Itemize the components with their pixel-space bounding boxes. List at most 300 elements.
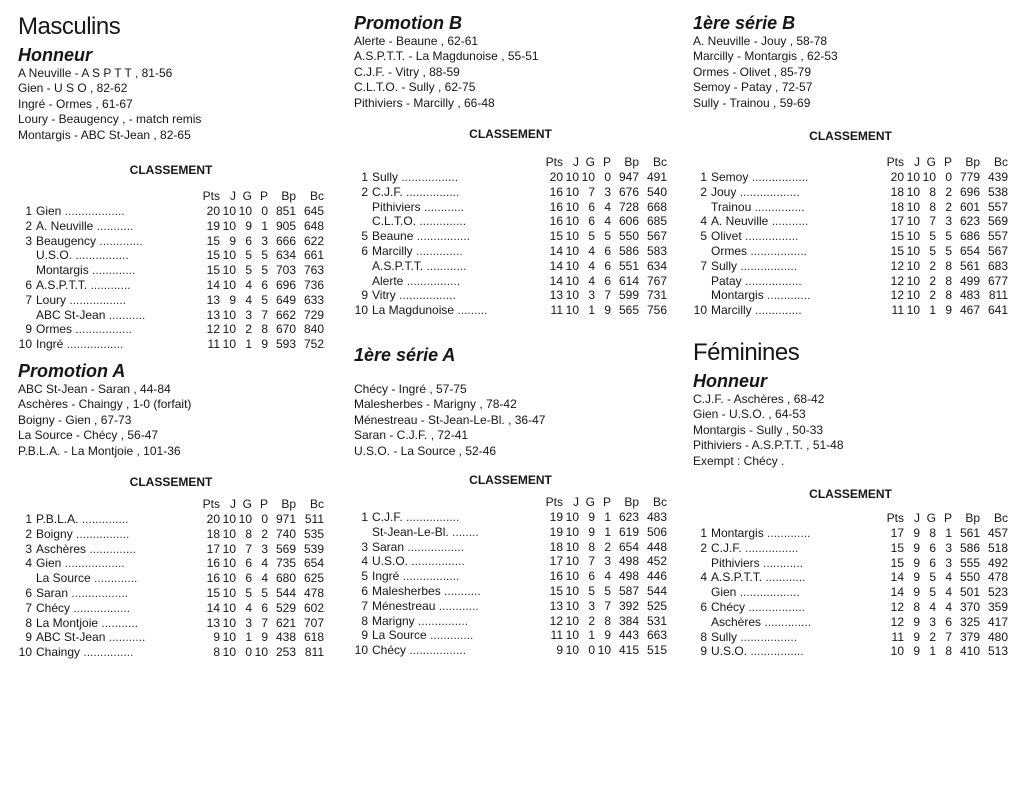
bp-cell: 851	[275, 204, 296, 219]
team-cell	[36, 278, 196, 293]
j-cell: 9	[913, 629, 920, 644]
team-name: Marcilly	[711, 303, 752, 318]
table-row	[18, 278, 324, 293]
standings-table	[693, 510, 1008, 659]
g-cell: 4	[245, 600, 252, 615]
bp-cell: 670	[275, 322, 296, 337]
column-header: Bp	[624, 495, 639, 510]
table-row	[354, 540, 667, 555]
j-cell: 10	[222, 307, 236, 322]
j-cell: 10	[222, 556, 236, 571]
leader-dots: .................	[72, 322, 133, 337]
leader-dots: ................	[413, 229, 471, 244]
rank-cell: 1	[700, 170, 707, 185]
g-cell: 7	[929, 214, 936, 229]
bp-cell: 971	[275, 512, 296, 527]
column-header: G	[585, 155, 595, 170]
column-header: Pts	[545, 155, 563, 170]
bc-cell: 645	[303, 204, 324, 219]
leader-dots: ..................	[61, 556, 125, 571]
rank-cell: 3	[25, 541, 32, 556]
leader-dots: ................	[72, 248, 129, 263]
j-cell: 10	[222, 512, 236, 527]
team-cell	[372, 614, 539, 629]
p-cell: 5	[604, 584, 611, 599]
column-header: G	[242, 497, 252, 512]
p-cell: 6	[604, 244, 611, 259]
team-cell	[36, 630, 196, 645]
g-cell: 2	[929, 273, 936, 288]
column-header: G	[926, 155, 936, 170]
column-header: Bp	[965, 155, 980, 170]
table-row	[18, 571, 324, 586]
j-cell: 10	[565, 273, 579, 288]
column-header: Pts	[886, 511, 904, 526]
team-name: Beaugency	[36, 233, 97, 248]
result-line: Malesherbes - Marigny , 78-42	[354, 397, 517, 412]
p-cell: 3	[945, 214, 952, 229]
result-line: P.B.L.A. - La Montjoie , 101-36	[18, 443, 181, 458]
table-row	[18, 219, 324, 234]
column-header: P	[602, 495, 611, 510]
g-cell: 3	[588, 598, 595, 613]
j-cell: 10	[906, 229, 920, 244]
result-line: A.S.P.T.T. - La Magdunoise , 55-51	[354, 49, 539, 64]
masculins-heading: Masculins	[18, 13, 121, 40]
result-line: Pithiviers - Marcilly , 66-48	[354, 95, 495, 110]
bc-cell: 439	[987, 170, 1008, 185]
table-row	[354, 599, 667, 614]
g-cell: 5	[245, 263, 252, 278]
column-header: Bc	[652, 495, 667, 510]
header-spacer	[18, 188, 36, 204]
p-cell: 2	[261, 526, 268, 541]
table-row	[18, 293, 324, 308]
result-line: Montargis - ABC St-Jean , 82-65	[18, 127, 191, 142]
bp-cell: 649	[275, 292, 296, 307]
rank-cell: 1	[25, 512, 32, 527]
result-line: Gien - U.S.O. , 64-53	[693, 407, 806, 422]
p-cell: 3	[945, 540, 952, 555]
result-line: Chécy - Ingré , 57-75	[354, 382, 467, 396]
pts-cell: 15	[890, 540, 904, 555]
rank-cell: 5	[361, 569, 368, 584]
pts-cell: 20	[549, 170, 563, 185]
team-cell	[372, 540, 539, 555]
bp-cell: 728	[618, 199, 639, 214]
section-masc-promotion-a	[18, 360, 324, 660]
table-row	[693, 541, 1008, 556]
bp-cell: 703	[275, 263, 296, 278]
result-line: Ménestreau - St-Jean-Le-Bl. , 36-47	[354, 412, 546, 427]
pts-cell: 13	[206, 615, 220, 630]
leader-dots: ............	[87, 278, 131, 293]
j-cell: 9	[229, 292, 236, 307]
table-row	[693, 185, 1008, 200]
pts-cell: 8	[213, 645, 220, 660]
team-name: U.S.O.	[372, 554, 409, 569]
pts-cell: 12	[890, 288, 904, 303]
rank-cell: 4	[361, 554, 368, 569]
p-cell: 4	[261, 556, 268, 571]
g-cell: 7	[245, 541, 252, 556]
leader-dots: ...........	[105, 630, 146, 645]
rank-cell: 6	[700, 600, 707, 615]
team-cell	[36, 337, 196, 352]
rank-cell: 10	[693, 303, 707, 318]
result-line: Boigny - Gien , 67-73	[18, 412, 132, 427]
team-cell	[372, 200, 539, 215]
bc-cell: 523	[987, 585, 1008, 600]
result-line: Marcilly - Montargis , 62-53	[693, 49, 838, 64]
j-cell: 10	[222, 337, 236, 352]
g-cell: 8	[929, 526, 936, 541]
bp-cell: 443	[618, 628, 639, 643]
team-cell	[372, 584, 539, 599]
team-cell	[711, 585, 880, 600]
table-row	[693, 303, 1008, 318]
g-cell: 6	[245, 571, 252, 586]
pts-cell: 18	[890, 199, 904, 214]
bp-cell: 550	[959, 570, 980, 585]
j-cell: 10	[906, 214, 920, 229]
rank-cell	[693, 244, 711, 259]
bc-cell: 602	[303, 600, 324, 615]
rank-cell	[693, 556, 711, 571]
leader-dots: .................	[404, 539, 465, 554]
bc-cell: 448	[646, 539, 667, 554]
leader-dots: ................	[403, 273, 461, 288]
column-header: Pts	[545, 495, 563, 510]
table-header-row	[18, 188, 324, 204]
g-cell: 4	[588, 244, 595, 259]
team-cell	[36, 512, 196, 527]
j-cell: 10	[222, 541, 236, 556]
team-cell	[36, 601, 196, 616]
p-cell: 1	[604, 524, 611, 539]
leader-dots: .............	[88, 263, 136, 278]
team-name: C.L.T.O.	[372, 214, 417, 229]
bc-cell: 511	[304, 512, 324, 527]
column-2	[354, 12, 667, 658]
bp-cell: 438	[275, 630, 296, 645]
rank-cell: 9	[700, 644, 707, 659]
j-cell: 10	[906, 303, 920, 318]
table-row	[354, 259, 667, 274]
leader-dots: ..............	[416, 214, 467, 229]
team-name: U.S.O.	[36, 248, 73, 263]
team-cell	[711, 288, 880, 303]
division-title: Promotion B	[354, 13, 462, 33]
rank-cell: 10	[18, 337, 32, 352]
result-line: Aschères - Chaingy , 1-0 (forfait)	[18, 397, 192, 412]
p-cell: 4	[945, 570, 952, 585]
pts-cell: 11	[207, 337, 220, 352]
team-name: Gien	[36, 556, 62, 571]
bc-cell: 359	[987, 600, 1008, 615]
bp-cell: 947	[618, 170, 639, 185]
p-cell: 4	[604, 199, 611, 214]
pts-cell: 13	[549, 598, 563, 613]
g-cell: 1	[588, 303, 595, 318]
p-cell: 0	[604, 170, 611, 185]
table-row	[354, 628, 667, 643]
g-cell: 1	[929, 644, 936, 659]
pts-cell: 18	[206, 526, 220, 541]
rank-cell: 6	[361, 244, 368, 259]
pts-cell: 14	[549, 258, 563, 273]
team-cell	[372, 510, 539, 525]
bc-cell: 544	[646, 584, 667, 599]
team-name: St-Jean-Le-Bl.	[372, 524, 449, 539]
team-name: Ingré	[372, 569, 400, 584]
pts-cell: 20	[206, 512, 220, 527]
j-cell: 10	[222, 571, 236, 586]
pts-cell: 12	[206, 322, 220, 337]
p-cell: 8	[945, 273, 952, 288]
result-line: Montargis - Sully , 50-33	[693, 422, 824, 437]
g-cell: 4	[588, 273, 595, 288]
rank-cell	[18, 571, 36, 586]
header-spacer	[36, 496, 196, 512]
standings-table	[354, 154, 667, 318]
rank-cell: 10	[354, 643, 368, 658]
pts-cell: 15	[890, 244, 904, 259]
j-cell: 10	[565, 258, 579, 273]
team-cell	[711, 600, 880, 615]
rank-cell: 2	[25, 218, 32, 233]
pts-cell: 14	[206, 600, 220, 615]
g-cell: 5	[245, 586, 252, 601]
leader-dots: .............	[90, 571, 138, 586]
j-cell: 10	[565, 229, 579, 244]
p-cell: 9	[261, 337, 268, 352]
p-cell: 4	[604, 569, 611, 584]
result-line: C.J.F. - Aschères , 68-42	[693, 392, 825, 406]
g-cell: 9	[588, 510, 595, 525]
g-cell: 10	[238, 512, 252, 527]
g-cell: 5	[588, 229, 595, 244]
rank-cell	[354, 259, 372, 274]
standings-table	[354, 494, 667, 658]
leader-dots: .................	[747, 244, 808, 259]
team-name: Boigny	[36, 526, 73, 541]
column-header: Bc	[993, 511, 1008, 526]
leader-dots: ................	[741, 229, 799, 244]
bc-cell: 840	[303, 322, 324, 337]
g-cell: 3	[245, 307, 252, 322]
bp-cell: 599	[618, 288, 639, 303]
bp-cell: 621	[275, 615, 296, 630]
bc-cell: 811	[304, 645, 324, 660]
j-cell: 10	[565, 244, 579, 259]
table-row	[354, 643, 667, 658]
j-cell: 10	[222, 615, 236, 630]
pts-cell: 13	[206, 307, 220, 322]
bp-cell: 483	[959, 288, 980, 303]
pts-cell: 19	[549, 510, 563, 525]
division-title: Honneur	[18, 45, 92, 65]
g-cell: 4	[929, 600, 936, 615]
table-row	[18, 337, 324, 352]
rank-cell: 4	[25, 556, 32, 571]
g-cell: 6	[929, 555, 936, 570]
j-cell: 10	[222, 526, 236, 541]
j-cell: 10	[565, 184, 579, 199]
bc-cell: 622	[303, 233, 324, 248]
leader-dots: .................	[68, 586, 129, 601]
team-name: C.J.F.	[372, 510, 403, 525]
result-line: U.S.O. - La Source , 52-46	[354, 443, 497, 458]
team-name: Chécy	[372, 643, 407, 658]
team-name: Montargis	[711, 526, 764, 541]
bp-cell: 325	[959, 614, 980, 629]
results-list	[354, 382, 667, 459]
leader-dots: ............	[423, 258, 467, 273]
g-cell: 4	[245, 292, 252, 307]
p-cell: 6	[945, 614, 952, 629]
team-cell	[36, 645, 196, 660]
p-cell: 0	[261, 512, 268, 527]
j-cell: 10	[222, 278, 236, 293]
team-cell	[372, 288, 539, 303]
bc-cell: 763	[303, 263, 324, 278]
result-line: Exempt : Chécy .	[693, 453, 785, 468]
bp-cell: 253	[275, 645, 296, 660]
team-cell	[372, 229, 539, 244]
bc-cell: 767	[646, 273, 667, 288]
team-cell	[711, 185, 880, 200]
bc-cell: 491	[646, 170, 667, 185]
result-line: Pithiviers - A.S.P.T.T. , 51-48	[693, 438, 844, 453]
section-masc-promotion-b	[354, 12, 667, 318]
column-header: Pts	[202, 189, 220, 204]
rank-cell: 1	[25, 204, 32, 219]
pts-cell: 12	[890, 600, 904, 615]
bc-cell: 540	[646, 184, 667, 199]
bp-cell: 501	[959, 585, 980, 600]
rank-cell	[693, 288, 711, 303]
pts-cell: 12	[890, 614, 904, 629]
pts-cell: 17	[890, 526, 904, 541]
team-cell	[36, 322, 196, 337]
team-cell	[372, 214, 539, 229]
division-title: 1ère série B	[693, 13, 796, 33]
column-header: Bc	[652, 155, 667, 170]
g-cell: 3	[245, 615, 252, 630]
pts-cell: 12	[890, 258, 904, 273]
bc-cell: 634	[646, 258, 667, 273]
pts-cell: 18	[549, 539, 563, 554]
division-title: Honneur	[693, 371, 767, 391]
leader-dots: ................	[72, 526, 130, 541]
leader-dots: ...........	[98, 615, 139, 630]
standings-table	[18, 188, 324, 352]
section-masc-honneur	[18, 44, 324, 352]
p-cell: 9	[945, 303, 952, 318]
rank-cell	[693, 585, 711, 600]
rank-cell: 8	[700, 629, 707, 644]
table-row	[18, 586, 324, 601]
table-row	[693, 170, 1008, 185]
j-cell: 9	[913, 585, 920, 600]
bc-cell: 506	[646, 524, 667, 539]
pts-cell: 17	[549, 554, 563, 569]
table-row	[18, 542, 324, 557]
team-cell	[36, 542, 196, 557]
table-row	[354, 303, 667, 318]
pts-cell: 10	[890, 644, 904, 659]
result-line: Gien - U S O , 82-62	[18, 81, 128, 96]
leader-dots: .................	[737, 258, 798, 273]
table-row	[693, 244, 1008, 259]
leader-dots: ................	[402, 510, 460, 525]
pts-cell: 15	[890, 229, 904, 244]
result-line: Ingré - Ormes , 61-67	[18, 96, 133, 111]
team-name: La Source	[36, 571, 91, 586]
header-spacer	[354, 494, 372, 510]
table-row	[693, 556, 1008, 571]
bp-cell: 740	[275, 526, 296, 541]
table-row	[18, 234, 324, 249]
table-row	[354, 584, 667, 599]
team-name: Pithiviers	[372, 199, 421, 214]
bc-cell: 531	[646, 613, 667, 628]
pts-cell: 15	[206, 263, 220, 278]
bc-cell: 452	[646, 554, 667, 569]
pts-cell: 18	[890, 184, 904, 199]
rank-cell	[354, 200, 372, 215]
team-cell	[711, 303, 880, 318]
g-cell: 6	[929, 540, 936, 555]
standings-table	[693, 154, 1008, 318]
table-row	[354, 170, 667, 185]
bc-cell: 457	[987, 526, 1008, 541]
leader-dots: .................	[741, 273, 802, 288]
p-cell: 6	[604, 258, 611, 273]
g-cell: 10	[238, 204, 252, 219]
team-name: La Source	[372, 628, 427, 643]
classement-title: CLASSEMENT	[809, 129, 892, 144]
bc-cell: 583	[646, 244, 667, 259]
team-cell	[711, 541, 880, 556]
rank-cell: 10	[18, 645, 32, 660]
bc-cell: 661	[303, 248, 324, 263]
rank-cell: 3	[25, 233, 32, 248]
table-row	[354, 200, 667, 215]
bp-cell: 587	[618, 584, 639, 599]
pts-cell: 11	[891, 629, 904, 644]
column-header: G	[242, 189, 252, 204]
bp-cell: 415	[618, 643, 639, 658]
leader-dots: ..................	[736, 184, 800, 199]
column-header: Pts	[202, 497, 220, 512]
bp-cell: 623	[618, 510, 639, 525]
team-name: Ingré	[36, 337, 64, 352]
column-header: J	[573, 495, 579, 510]
table-row	[18, 527, 324, 542]
pts-cell: 11	[550, 628, 563, 643]
g-cell: 4	[245, 278, 252, 293]
g-cell: 1	[588, 628, 595, 643]
table-row	[18, 556, 324, 571]
section-masc-serie-1b	[693, 12, 1008, 318]
pts-cell: 15	[206, 233, 220, 248]
g-cell: 7	[588, 554, 595, 569]
leader-dots: .................	[399, 569, 460, 584]
pts-cell: 14	[890, 585, 904, 600]
leader-dots: ...........	[768, 214, 809, 229]
